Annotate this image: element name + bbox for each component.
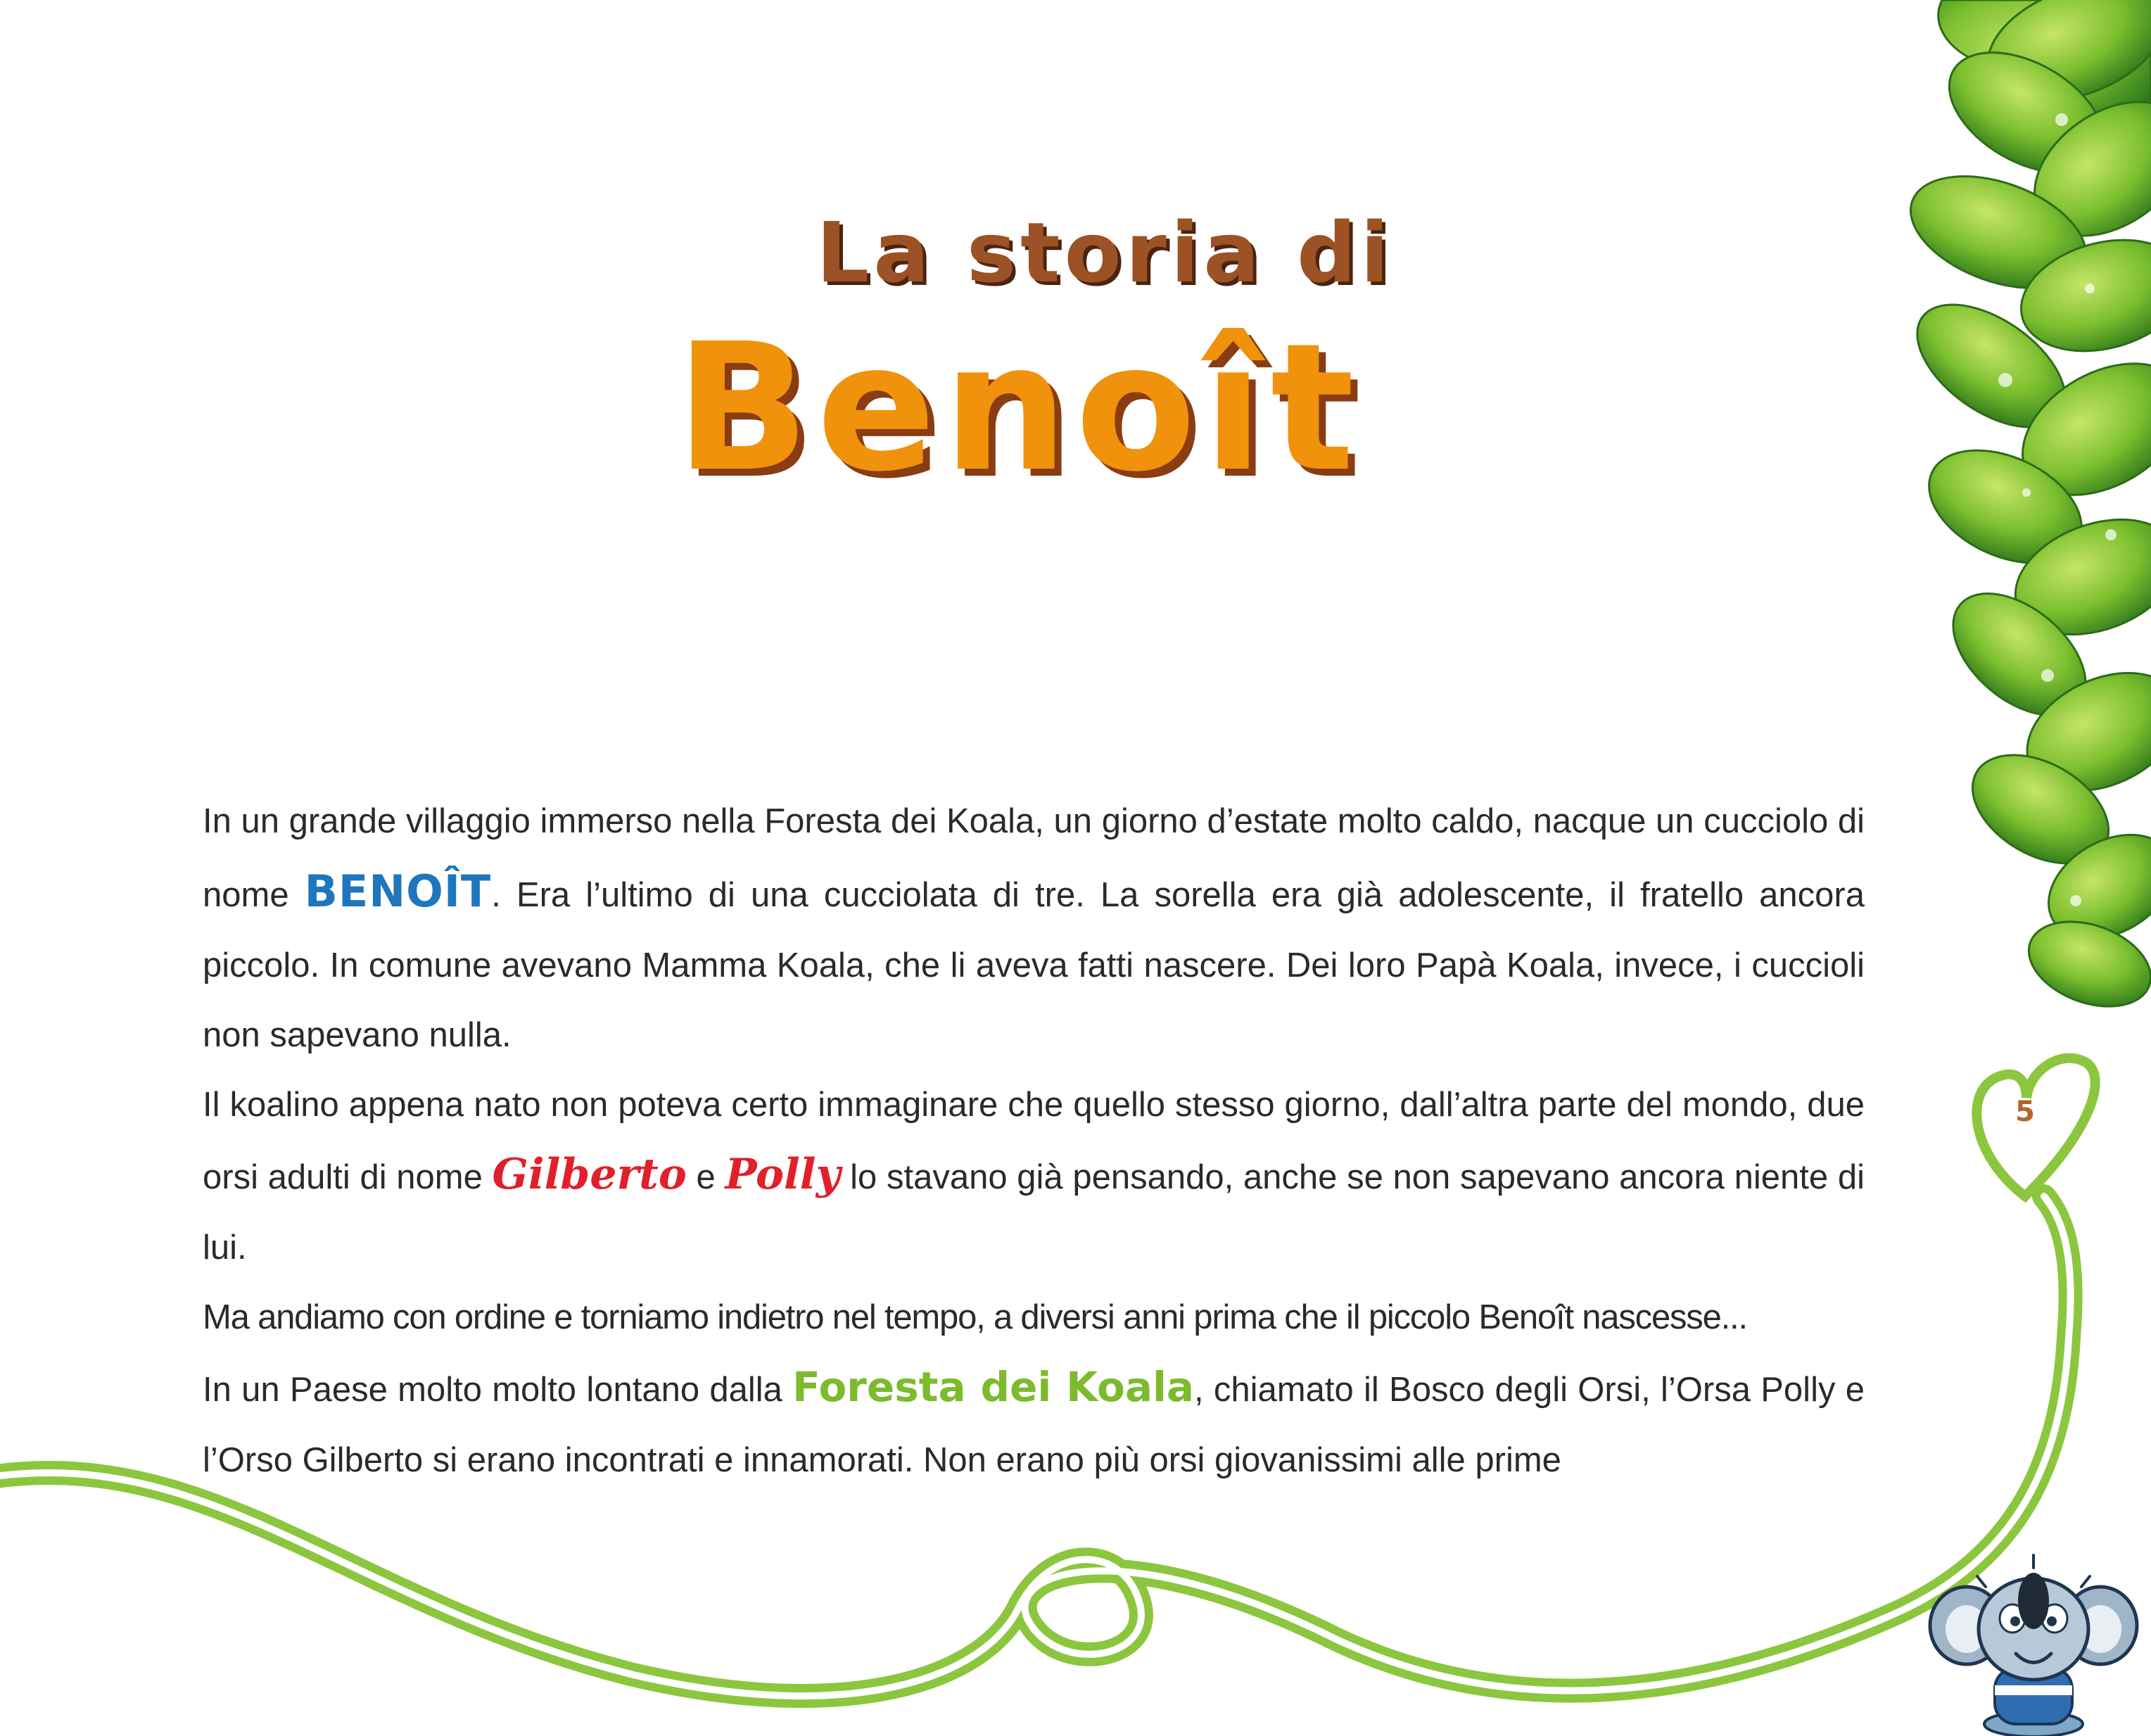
paragraph-1: In un grande villaggio immerso nella Foresta dei Koala, un giorno d’estate molto caldo, nacque un cucciolo di nome BENOÎT. Era l’ultimo di una cucciolata di tre. La sorella era già adolescente, il fratello ancora piccolo. In comune avevano Mamma Koala, che li aveva fatti nascere. Dei loro Papà Koala, invece, i cuccioli non sapevano nulla.	[203, 802, 1865, 1054]
paragraph-4: In un Paese molto molto lontano dalla Foresta dei Koala, chiamato il Bosco degli Orsi, l’Orsa Polly e l’Orso Gilberto si erano incontrati e innamorati. Non erano più orsi giovanissimi alle prime	[203, 1363, 1865, 1479]
paragraph-2: Il koalino appena nato non poteva certo immaginare che quello stesso giorno, dall’altra parte del mondo, due orsi adulti di nome Gilberto e Polly lo stavano già pensando, anche se non sapevano ancora niente di lui.	[203, 1086, 1865, 1267]
name-benoit: BENOÎT	[304, 866, 492, 918]
koala-mascot-icon	[1928, 1548, 2139, 1736]
title-line1: La storia di	[816, 204, 1393, 301]
name-gilberto: Gilberto	[492, 1150, 687, 1200]
paragraph-3: Ma andiamo con ordine e torniamo indietro nel tempo, a diversi anni prima che il piccolo Benoît nascesse...	[203, 1298, 1747, 1337]
name-foresta-dei-koala: Foresta dei Koala	[792, 1363, 1194, 1412]
title-line2: Benoît	[675, 305, 1362, 510]
leaves-decoration	[1900, 0, 2151, 1056]
page-number: 5	[2015, 1096, 2035, 1128]
story-text	[203, 787, 1865, 1495]
name-polly: Polly	[725, 1150, 841, 1200]
